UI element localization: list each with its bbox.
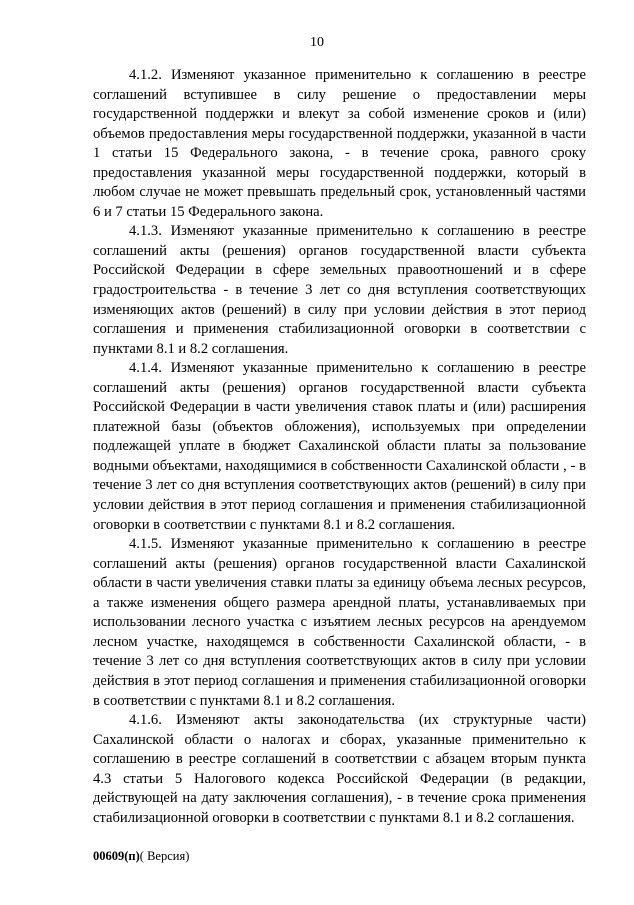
paragraph-4-1-6: 4.1.6. Изменяют акты законодательства (их структурные части) Сахалинской области о налогах и сборах, указанные применительно к соглашению в реестре соглашений в соответствии с абзацем вторым пункта 4.3 статьи 5 Налогового кодекса Российской Федерации (в редакции, действующей на дату заключения соглашения), - в течение срока применения стабилизационной оговорки в соответствии с пунктами 8.1 и 8.2 соглашения. [93, 712, 586, 826]
paragraph-4-1-4: 4.1.4. Изменяют указанные применительно к соглашению в реестре соглашений акты (решения) органов государственной власти субъекта Российской Федерации в части увеличения ставок платы и (или) расширения платежной базы (объектов обложения), используемых при определении подлежащей уплате в бюджет Сахалинской области платы за пользование водными объектами, находящимися в собственности Сахалинской области , - в течение 3 лет со дня вступления соответствующих актов (решений) в силу при условии действия в этот период соглашения и применения стабилизационной оговорки в соответствии с пунктами 8.1 и 8.2 соглашения. [93, 360, 586, 533]
paragraph-4-1-2: 4.1.2. Изменяют указанное применительно к соглашению в реестре соглашений вступившее в силу решение о предоставлении меры государственной поддержки и влекут за собой изменение сроков и (или) объемов предоставления меры государственной поддержки, указанной в части 1 статьи 15 Федерального закона, - в течение срока, равного сроку предоставления указанной меры государственной поддержки, который в любом случае не может превышать предельный срок, установленный частями 6 и 7 статьи 15 Федерального закона. [93, 67, 586, 220]
document-body [93, 66, 586, 828]
paragraph-4-1-5: 4.1.5. Изменяют указанные применительно к соглашению в реестре соглашений акты (решения) органов государственной власти Сахалинской области в части увеличения ставки платы за единицу объема лесных ресурсов, а также изменения общего размера арендной платы, устанавливаемых при использовании лесного участка с изъятием лесных ресурсов на арендуемом лесном участке, находящемся в собственности Сахалинской области, - в течение 3 лет со дня вступления соответствующих актов в силу при условии действия в этот период соглашения и применения стабилизационной оговорки в соответствии с пунктами 8.1 и 8.2 соглашения. [93, 536, 586, 709]
page-number: 10 [310, 35, 324, 50]
document-code: 00609(п) [93, 849, 140, 863]
paragraph-4-1-3: 4.1.3. Изменяют указанные применительно к соглашению в реестре соглашений акты (решения) органов государственной власти субъекта Российской Федерации в сфере земельных правоотношений и в сфере градостроительства - в течение 3 лет со дня вступления соответствующих изменяющих актов (решений) в силу при условии действия в этот период соглашения и применения стабилизационной оговорки в соответствии с пунктами 8.1 и 8.2 соглашения. [93, 223, 586, 357]
document-footer [93, 849, 189, 863]
version-label: ( Версия) [139, 849, 190, 863]
